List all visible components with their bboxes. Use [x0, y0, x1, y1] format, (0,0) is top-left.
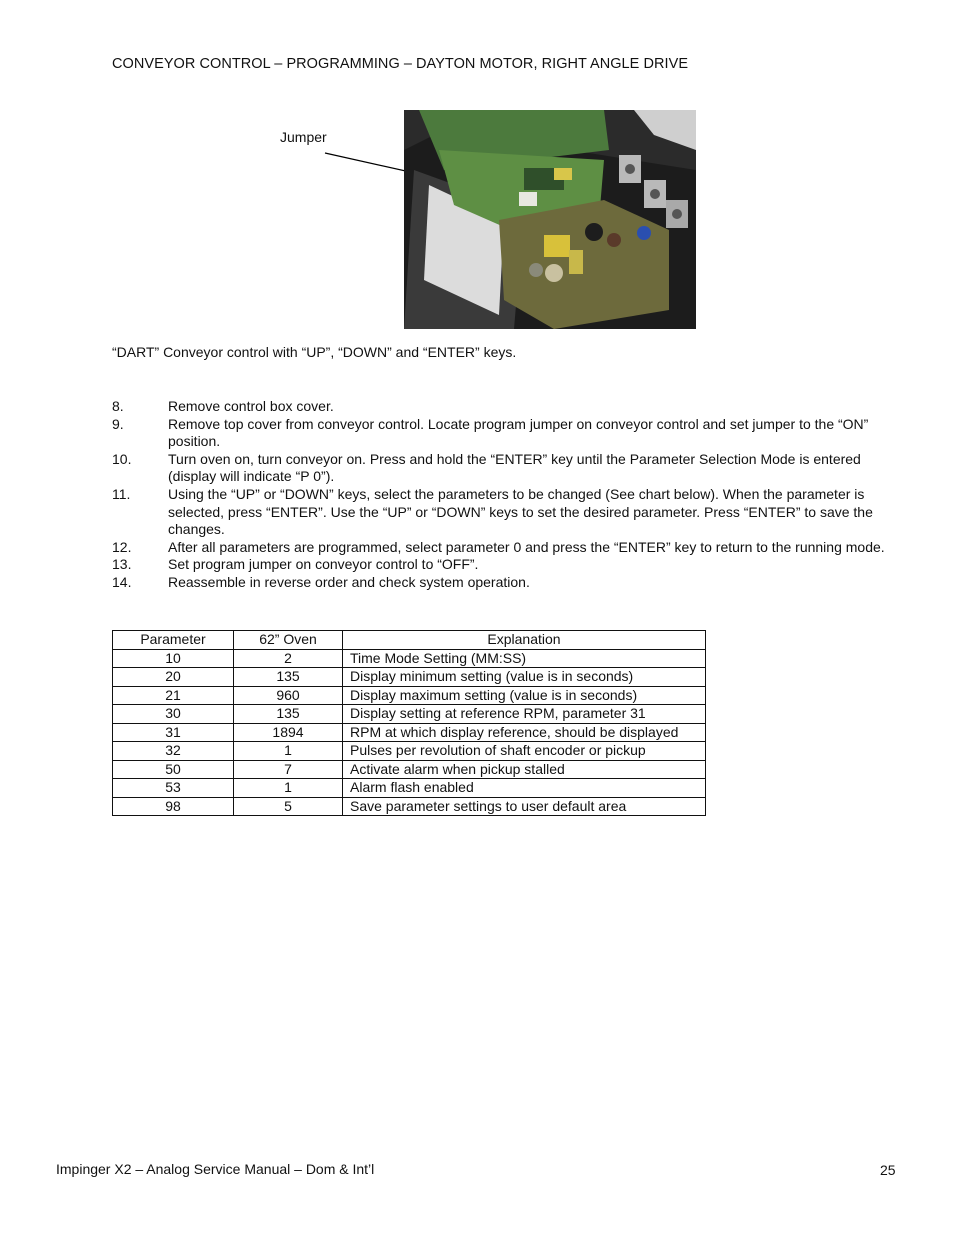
step-number: 9.: [112, 415, 124, 432]
jumper-block: [519, 192, 537, 206]
step-text: Reassemble in reverse order and check system operation.: [168, 573, 530, 590]
step-text: Using the “UP” or “DOWN” keys, select the parameters to be changed (See chart below). When the parameter is selected, press “ENTER”. Use the “UP” or “DOWN” keys to set the desired parameter. Press “ENTER” to save the changes.: [168, 485, 873, 538]
explanation-cell: Save parameter settings to user default area: [343, 797, 706, 816]
table-row: [113, 649, 706, 668]
table-row: [113, 705, 706, 724]
step-item: [112, 416, 902, 451]
table-row: [113, 668, 706, 687]
step-number: 13.: [112, 556, 132, 573]
parameter-cell: 98: [113, 797, 234, 816]
oven-value-cell: 1: [234, 779, 343, 798]
oven-value-cell: 5: [234, 797, 343, 816]
step-number: 8.: [112, 398, 124, 414]
table-row: [113, 797, 706, 816]
explanation-cell: RPM at which display reference, should be displayed: [343, 723, 706, 742]
parameter-cell: 31: [113, 723, 234, 742]
conveyor-control-photo: [404, 110, 696, 329]
parameter-cell: 20: [113, 668, 234, 687]
explanation-cell: Activate alarm when pickup stalled: [343, 760, 706, 779]
step-text: Set program jumper on conveyor control to “OFF”.: [168, 556, 479, 573]
step-number: 10.: [112, 450, 132, 467]
oven-value-cell: 135: [234, 705, 343, 724]
parameter-cell: 53: [113, 779, 234, 798]
step-text: Remove top cover from conveyor control. Locate program jumper on conveyor control and set jumper to the “ON” position.: [168, 415, 869, 450]
table-row: [113, 686, 706, 705]
oven-value-cell: 135: [234, 668, 343, 687]
step-number: 12.: [112, 538, 132, 555]
instruction-steps: [112, 398, 902, 592]
explanation-cell: Pulses per revolution of shaft encoder or pickup: [343, 742, 706, 761]
step-text: Remove control box cover.: [168, 398, 334, 414]
explanation-cell: Display setting at reference RPM, parameter 31: [343, 705, 706, 724]
footer-manual-title: Impinger X2 – Analog Service Manual – Dom & Int’l: [56, 1161, 375, 1177]
step-number: 11.: [112, 485, 131, 502]
explanation-cell: Display maximum setting (value is in seconds): [343, 686, 706, 705]
table-row: [113, 742, 706, 761]
column-header-oven: 62” Oven: [234, 631, 343, 650]
step-item: [112, 556, 902, 574]
step-item: [112, 398, 902, 416]
explanation-cell: Display minimum setting (value is in seconds): [343, 668, 706, 687]
explanation-cell: Alarm flash enabled: [343, 779, 706, 798]
step-text: Turn oven on, turn conveyor on. Press and hold the “ENTER” key until the Parameter Selection Mode is entered (display will indicate “P 0”).: [168, 450, 861, 485]
oven-value-cell: 2: [234, 649, 343, 668]
step-item: [112, 486, 902, 539]
table-row: [113, 779, 706, 798]
parameter-cell: 21: [113, 686, 234, 705]
column-header-parameter: Parameter: [113, 631, 234, 650]
oven-value-cell: 1: [234, 742, 343, 761]
explanation-cell: Time Mode Setting (MM:SS): [343, 649, 706, 668]
parameter-table: [112, 630, 706, 816]
oven-value-cell: 960: [234, 686, 343, 705]
jumper-callout-label: Jumper: [280, 129, 327, 145]
oven-value-cell: 1894: [234, 723, 343, 742]
page-header: CONVEYOR CONTROL – PROGRAMMING – DAYTON MOTOR, RIGHT ANGLE DRIVE: [112, 56, 689, 72]
column-header-explanation: Explanation: [343, 631, 706, 650]
table-header-row: [113, 631, 706, 650]
step-text: After all parameters are programmed, select parameter 0 and press the “ENTER” key to return to the running mode.: [168, 538, 885, 555]
page-number: 25: [880, 1162, 896, 1178]
parameter-cell: 30: [113, 705, 234, 724]
oven-value-cell: 7: [234, 760, 343, 779]
step-item: [112, 451, 902, 486]
figure-caption: “DART” Conveyor control with “UP”, “DOWN” and “ENTER” keys.: [112, 344, 517, 360]
step-number: 14.: [112, 573, 132, 590]
parameter-cell: 32: [113, 742, 234, 761]
parameter-cell: 50: [113, 760, 234, 779]
step-item: [112, 574, 902, 592]
parameter-cell: 10: [113, 649, 234, 668]
table-row: [113, 760, 706, 779]
table-row: [113, 723, 706, 742]
step-item: [112, 539, 902, 557]
